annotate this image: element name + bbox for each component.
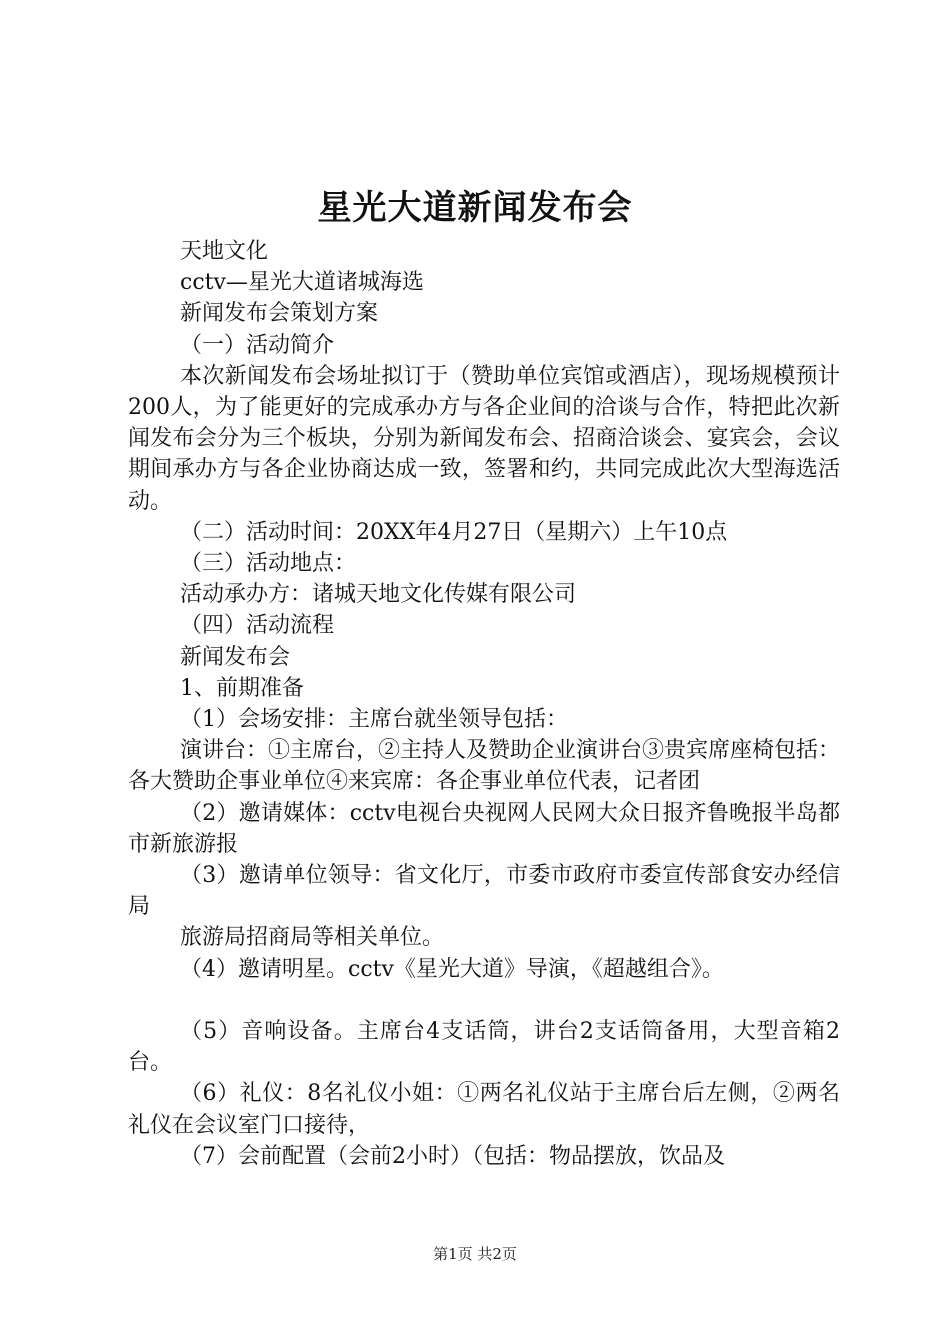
page-footer: 第1页 共2页 [433,1245,517,1263]
paragraph-intro: 本次新闻发布会场址拟订于（赞助单位宾馆或酒店），现场规模预计200人，为了能更好的完成承办方与各企业间的洽谈与合作，特把此次新闻发布会分为三个板块，分别为新闻发布会、招商洽谈会、宴宾会，会议期间承办方与各企业协商达成一致，签署和约，共同完成此次大型海选活动。 [128,363,840,514]
section-heading-location: （三）活动地点： [180,551,357,577]
list-item-setup: （7）会前配置（会前2小时）（包括：物品摆放，饮品及 [180,1143,725,1169]
paragraph-departments: 旅游局招商局等相关单位。 [180,925,445,951]
section-heading-process: （四）活动流程 [180,613,335,639]
paragraph-podium: 演讲台：①主席台，②主持人及赞助企业演讲台③贵宾席座椅包括：各大赞助企事业单位④来宾席：各企事业单位代表，记者团 [128,738,841,795]
paragraph-organizer: 活动承办方：诸城天地文化传媒有限公司 [180,582,577,608]
section-heading-intro: （一）活动简介 [180,332,335,358]
paragraph-press-conference: 新闻发布会 [180,644,291,670]
list-item-audio: （5）音响设备。主席台4支话筒，讲台2支话筒备用，大型音箱2台。 [128,1019,840,1076]
paragraph-event: cctv—星光大道诸城海选 [180,270,424,296]
section-heading-time: （二）活动时间：20XX年4月27日（星期六）上午10点 [180,519,728,545]
list-item-stars: （4）邀请明星。cctv《星光大道》导演，《超越组合》。 [180,956,724,982]
paragraph-preparation: 1、前期准备 [180,675,304,701]
document-title: 星光大道新闻发布会 [317,188,633,228]
list-item-venue: （1）会场安排：主席台就坐领导包括： [180,707,568,733]
list-item-etiquette: （6）礼仪：8名礼仪小姐：①两名礼仪站于主席台后左侧，②两名礼仪在会议室门口接待， [128,1081,840,1138]
list-item-leaders: （3）邀请单位领导：省文化厅，市委市政府市委宣传部食安办经信局 [128,863,840,920]
list-item-media: （2）邀请媒体：cctv电视台央视网人民网大众日报齐鲁晚报半岛都市新旅游报 [128,800,840,857]
paragraph-org: 天地文化 [180,239,269,264]
blank-line [128,985,840,1016]
document-body [128,236,840,1172]
paragraph-plan-title: 新闻发布会策划方案 [180,301,379,327]
